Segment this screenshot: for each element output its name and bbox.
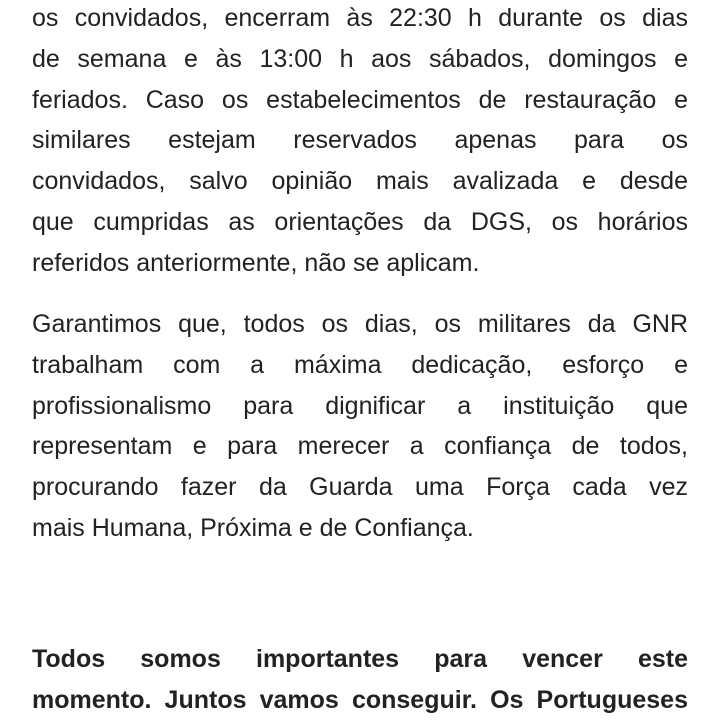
- paragraph-line: feriados. Caso os estabelecimentos de restauração e: [32, 85, 688, 114]
- paragraph-line: convidados, salvo opinião mais avalizada e desde: [32, 167, 688, 196]
- paragraph-line: representam e para merecer a confiança de todos,: [32, 432, 688, 461]
- paragraph-line: Todos somos importantes para vencer este: [32, 645, 688, 673]
- paragraph-line: referidos anteriormente, não se aplicam.: [32, 248, 480, 277]
- paragraph-line: Garantimos que, todos os dias, os militares da GNR: [32, 310, 688, 338]
- paragraph-line: trabalham com a máxima dedicação, esforço e: [32, 350, 688, 379]
- paragraph-line: profissionalismo para dignificar a instituição que: [32, 391, 688, 420]
- paragraph-gnr-commitment: [32, 304, 688, 549]
- paragraph-line: de semana e às 13:00 h aos sábados, domingos e: [32, 44, 688, 73]
- paragraph-line: mais Humana, Próxima e de Confiança.: [32, 513, 474, 542]
- paragraph-line: procurando fazer da Guarda uma Força cada vez: [32, 473, 688, 502]
- closing-bold-paragraph: [32, 639, 688, 721]
- paragraph-opening-hours: [32, 0, 688, 284]
- paragraph-line: momento. Juntos vamos conseguir. Os Portugueses: [32, 685, 688, 714]
- paragraph-line: os convidados, encerram às 22:30 h durante os dias: [32, 4, 688, 32]
- paragraph-line: similares estejam reservados apenas para os: [32, 126, 688, 155]
- paragraph-line: que cumpridas as orientações da DGS, os horários: [32, 207, 688, 236]
